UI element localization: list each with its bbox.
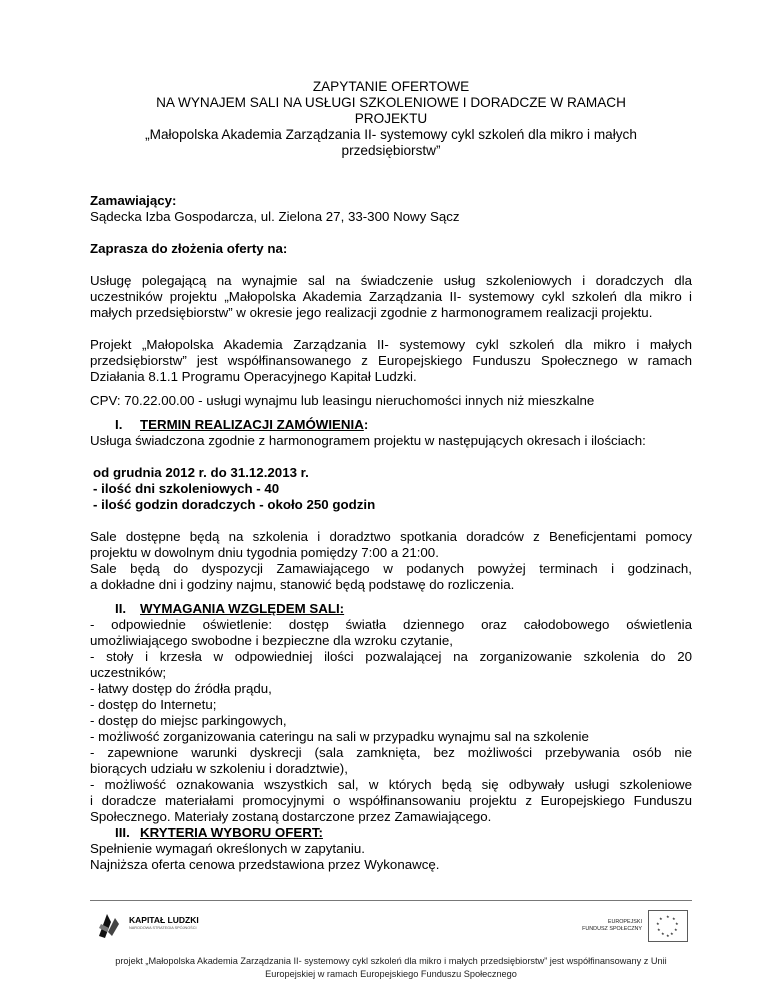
title-line-1: ZAPYTANIE OFERTOWE (312, 79, 470, 94)
section-1-heading (90, 417, 692, 433)
section-2-number: II. (115, 601, 127, 616)
title-line-2: NA WYNAJEM SALI NA USŁUGI SZKOLENIOWE I DORADCZE W RAMACH (156, 95, 626, 110)
project-line-3: Działania 8.1.1 Programu Operacyjnego Kapitał Ludzki. (90, 369, 417, 384)
svg-text:★: ★ (666, 933, 670, 938)
schedule-period: od grudnia 2012 r. do 31.12.2013 r. (93, 465, 309, 480)
req-line-7: - dostęp do miejsc parkingowych, (90, 713, 287, 728)
req-line-12: i doradcze materiałami promocyjnymi o współfinansowaniu projektu z Europejskiego Funduszu (90, 793, 692, 808)
client-block (90, 193, 692, 225)
svg-text:★: ★ (657, 927, 661, 932)
invite-label: Zaprasza do złożenia oferty na: (90, 241, 288, 256)
svg-text:★: ★ (670, 931, 674, 936)
availability-line-2: projektu w dowolnym dniu tygodnia pomiędzy 7:00 a 21:00. (90, 545, 439, 560)
footer-line-2: Europejskiej w ramach Europejskiego Funduszu Społecznego (265, 969, 517, 979)
req-line-5: - łatwy dostęp do źródła prądu, (90, 681, 272, 696)
footer-line-1: projekt „Małopolska Akademia Zarządzania II- systemowy cykl szkoleń dla mikro i małych przedsiębiorstw” jest współfinansowany z Unii (115, 956, 667, 966)
cpv-code: CPV: 70.22.00.00 - usługi wynajmu lub leasingu nieruchomości innych niż mieszkalne (90, 393, 595, 408)
svg-text:★: ★ (675, 921, 679, 926)
availability-paragraph (90, 529, 692, 593)
title-line-4: „Małopolska Akademia Zarządzania II- systemowy cykl szkoleń dla mikro i małych (145, 127, 637, 142)
schedule-training-days: - ilość dni szkoleniowych - 40 (93, 481, 280, 496)
req-line-1: - odpowiednie oświetlenie: dostęp światła dziennego oraz całodobowego oświetlenia (90, 617, 692, 632)
client-label: Zamawiający: (90, 193, 177, 208)
availability-line-3: Sale będą do dyspozycji Zamawiającego w podanych powyżej terminach i godzinach, (90, 561, 692, 576)
intro-line-3: małych przedsiębiorstw” w okresie jego realizacji zgodnie z harmonogramem realizacji projektu. (90, 305, 653, 320)
criteria-line-1: Spełnienie wymagań określonych w zapytaniu. (90, 841, 365, 856)
project-line-2: przedsiębiorstw” jest współfinansowanego z Europejskiego Funduszu Społecznego w ramach (90, 353, 692, 368)
section-1 (90, 417, 692, 449)
document-title (90, 79, 692, 159)
kapital-ludzki-subtext: NARODOWA STRATEGIA SPÓJNOŚCI (129, 926, 197, 930)
req-line-13: Społecznego. Materiały zostaną dostarczone przez Zamawiającego. (90, 809, 492, 824)
section-2-heading (90, 601, 692, 617)
section-3-number: III. (115, 825, 130, 840)
req-line-10: biorących udziału w szkoleniu i doradztwie), (90, 761, 348, 776)
efs-text-2: FUNDUSZ SPOŁECZNY (582, 926, 642, 932)
project-paragraph (90, 337, 692, 385)
client-value: Sądecka Izba Gospodarcza, ul. Zielona 27, 33-300 Nowy Sącz (90, 209, 460, 224)
intro-line-1: Usługę polegającą na wynajmie sal na świadczenie usług szkoleniowych i doradczych dla (90, 273, 692, 288)
section-3-heading (90, 825, 692, 841)
req-line-2: umożliwiającego swobodne i bezpieczne dla wzroku czytanie, (90, 633, 453, 648)
svg-text:★: ★ (659, 916, 663, 921)
kapital-ludzki-text: KAPITAŁ LUDZKI (129, 915, 199, 925)
section-1-colon: : (363, 417, 369, 432)
project-line-1: Projekt „Małopolska Akademia Zarządzania II- systemowy cykl szkoleń dla mikro i małych (90, 337, 692, 352)
eu-flag-icon (648, 910, 688, 942)
page-footer (90, 955, 692, 981)
req-line-9: - zapewnione warunki dyskrecji (sala zamknięta, bez możliwości przebywania osób nie (90, 745, 692, 760)
section-2-title: WYMAGANIA WZGLĘDEM SALI: (140, 601, 345, 616)
efs-logo (582, 910, 690, 942)
svg-text:★: ★ (656, 921, 660, 926)
section-3 (90, 825, 692, 873)
availability-line-4: a dokładne dni i godziny najmu, stanowić będą podstawę do rozliczenia. (90, 577, 515, 592)
schedule-block (93, 465, 695, 513)
intro-paragraph (90, 273, 692, 321)
svg-text:★: ★ (661, 931, 665, 936)
availability-line-1: Sale dostępne będą na szkolenia i doradztwo spotkania doradców z Beneficjentami pomocy (90, 529, 692, 544)
title-line-3: PROJEKTU (354, 111, 428, 126)
section-3-title: KRYTERIA WYBORU OFERT: (140, 825, 323, 840)
footer-divider (90, 900, 692, 901)
req-line-11: - możliwość oznakowania wszystkich sal, w których będą się odbywały usługi szkoleniowe (90, 777, 692, 792)
title-line-5: przedsiębiorstw” (341, 143, 441, 158)
kapital-ludzki-logo (95, 910, 215, 940)
req-line-3: - stoły i krzesła w odpowiedniej ilości pozwalającej na zorganizowanie szkolenia do 20 (90, 649, 692, 664)
req-line-6: - dostęp do Internetu; (90, 697, 217, 712)
svg-text:★: ★ (666, 914, 670, 919)
intro-line-2: uczestników projektu „Małopolska Akademia Zarządzania II- systemowy cykl szkoleń dla mikro i (90, 289, 692, 304)
efs-text-1: EUROPEJSKI (607, 919, 642, 925)
section-1-intro: Usługa świadczona zgodnie z harmonogramem projektu w następujących okresach i ilościach: (90, 433, 646, 448)
section-1-number: I. (115, 417, 123, 432)
svg-text:★: ★ (672, 916, 676, 921)
req-line-4: uczestników; (90, 665, 167, 680)
svg-text:★: ★ (674, 927, 678, 932)
req-line-8: - możliwość zorganizowania cateringu na sali w przypadku wynajmu sal na szkolenie (90, 729, 589, 744)
schedule-advisory-hours: - ilość godzin doradczych - około 250 godzin (93, 497, 376, 512)
section-1-title: TERMIN REALIZACJI ZAMÓWIENIA (140, 417, 364, 432)
section-2 (90, 601, 692, 825)
criteria-line-2: Najniższa oferta cenowa przedstawiona przez Wykonawcę. (90, 857, 440, 872)
